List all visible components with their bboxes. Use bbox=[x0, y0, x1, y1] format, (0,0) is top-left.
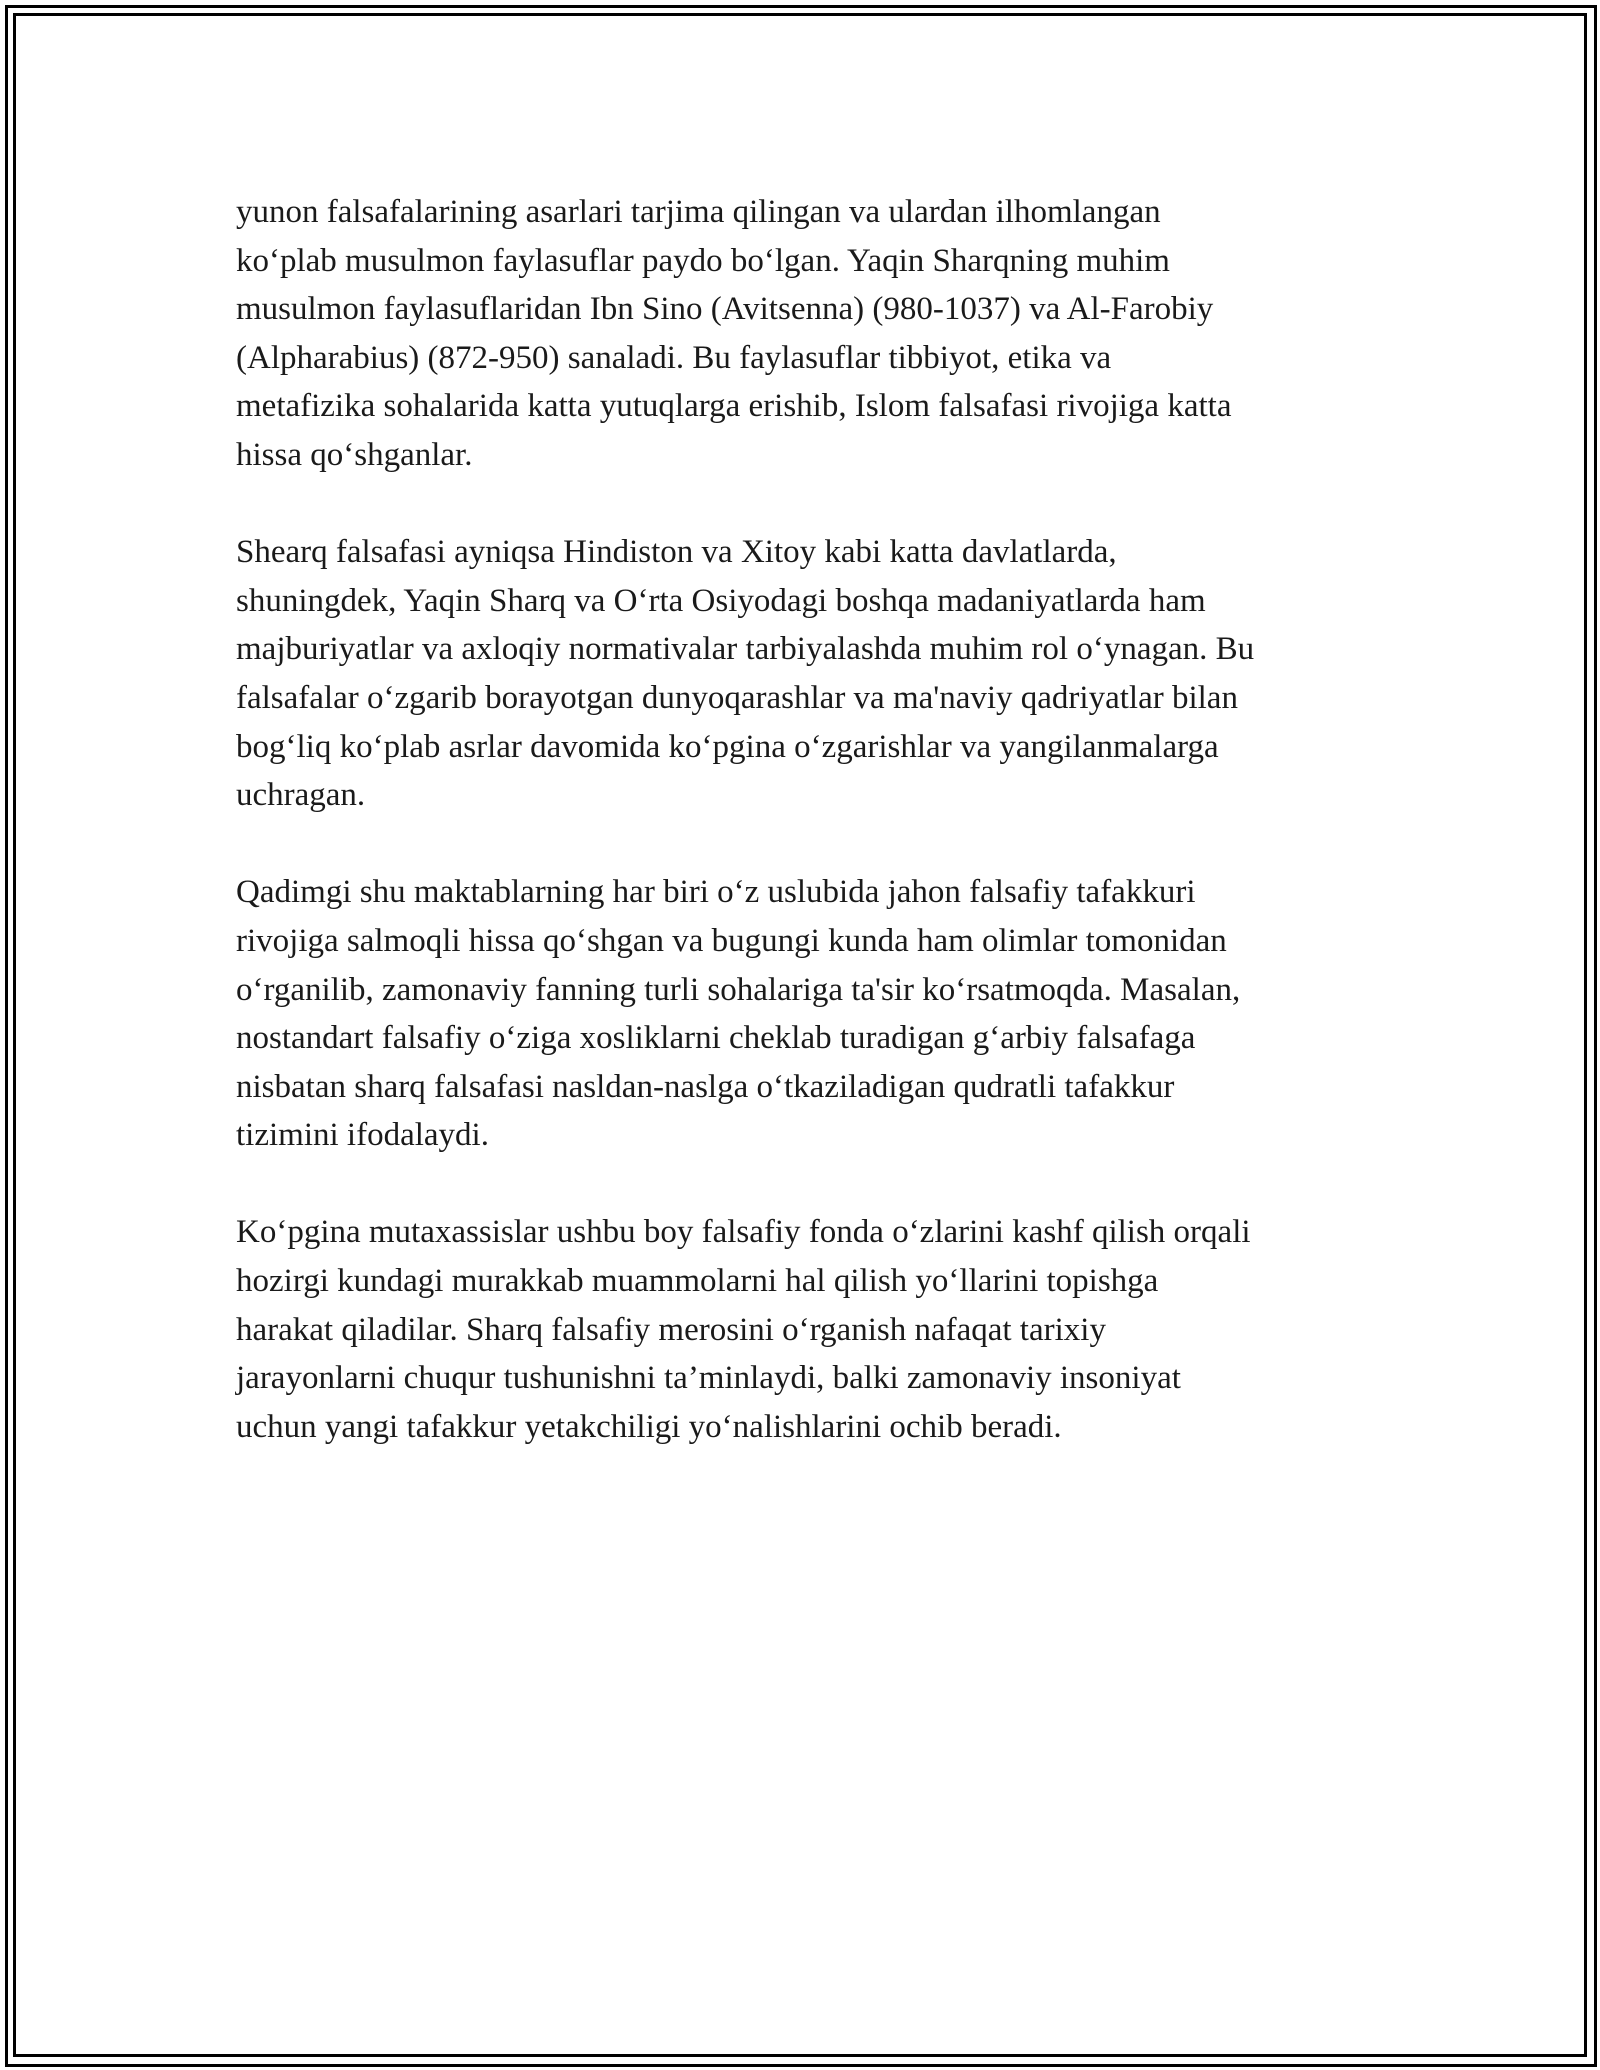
text-line: ko‘plab musulmon faylasuflar paydo bo‘lgan. Yaqin Sharqning muhim bbox=[236, 242, 1170, 279]
text-line: bog‘liq ko‘plab asrlar davomida ko‘pgina o‘zgarishlar va yangilanmalarga bbox=[236, 728, 1219, 765]
paragraph-3 bbox=[236, 868, 1376, 1160]
text-line: hozirgi kundagi murakkab muammolarni hal qilish yo‘llarini topishga bbox=[236, 1263, 1159, 1300]
text-line: harakat qiladilar. Sharq falsafiy merosini o‘rganish nafaqat tarixiy bbox=[236, 1311, 1106, 1348]
paragraph-4 bbox=[236, 1208, 1376, 1451]
text-line: nostandart falsafiy o‘ziga xosliklarni cheklab turadigan g‘arbiy falsafaga bbox=[236, 1020, 1196, 1057]
text-line: yunon falsafalarining asarlari tarjima qilingan va ulardan ilhomlangan bbox=[236, 194, 1161, 230]
text-line: nisbatan sharq falsafasi nasldan-naslga o‘tkaziladigan qudratli tafakkur bbox=[236, 1068, 1175, 1105]
text-line: shuningdek, Yaqin Sharq va O‘rta Osiyodagi boshqa madaniyatlarda ham bbox=[236, 582, 1206, 619]
text-line: (Alpharabius) (872-950) sanaladi. Bu faylasuflar tibbiyot, etika va bbox=[236, 339, 1112, 376]
text-line: majburiyatlar va axloqiy normativalar tarbiyalashda muhim rol o‘ynagan. Bu bbox=[236, 631, 1255, 668]
text-line: falsafalar o‘zgarib borayotgan dunyoqarashlar va ma'naviy qadriyatlar bilan bbox=[236, 679, 1238, 716]
text-line: Shearq falsafasi ayniqsa Hindiston va Xitoy kabi katta davlatlarda, bbox=[236, 534, 1117, 571]
paragraph-2 bbox=[236, 528, 1376, 820]
text-line: hissa qo‘shganlar. bbox=[236, 436, 473, 473]
text-line: Ko‘pgina mutaxassislar ushbu boy falsafiy fonda o‘zlarini kashf qilish orqali bbox=[236, 1214, 1251, 1251]
text-line: o‘rganilib, zamonaviy fanning turli sohalariga ta'sir ko‘rsatmoqda. Masalan, bbox=[236, 971, 1241, 1008]
text-line: jarayonlarni chuqur tushunishni ta’minlaydi, balki zamonaviy insoniyat bbox=[236, 1360, 1181, 1397]
text-line: metafizika sohalarida katta yutuqlarga erishib, Islom falsafasi rivojiga katta bbox=[236, 388, 1232, 425]
document-body bbox=[236, 188, 1376, 1500]
text-line: musulmon faylasuflaridan Ibn Sino (Avitsenna) (980-1037) va Al-Farobiy bbox=[236, 291, 1214, 328]
text-line: uchun yangi tafakkur yetakchiligi yo‘nalishlarini ochib beradi. bbox=[236, 1408, 1062, 1445]
text-line: Qadimgi shu maktablarning har biri o‘z uslubida jahon falsafiy tafakkuri bbox=[236, 874, 1196, 911]
text-line: tizimini ifodalaydi. bbox=[236, 1117, 489, 1154]
text-line: uchragan. bbox=[236, 777, 366, 814]
text-line: rivojiga salmoqli hissa qo‘shgan va bugungi kunda ham olimlar tomonidan bbox=[236, 922, 1227, 959]
paragraph-1 bbox=[236, 188, 1376, 480]
